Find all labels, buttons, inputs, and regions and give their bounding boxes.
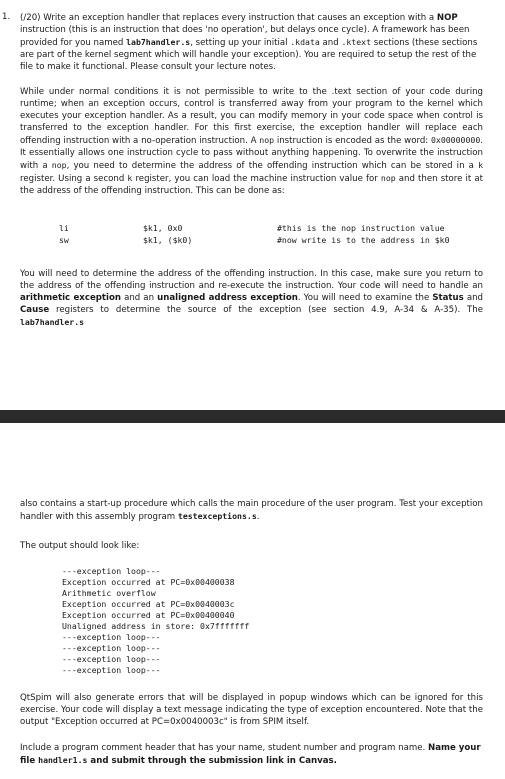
question-intro: (/20) Write an exception handler that replaces every instruction that causes an exception with a NOP instruction (this is an instruction that does 'no operation', but delays once cycle). A framework has been provided for you named lab7handler.s, setting up your initial .kdata and .ktext sections (these sections are part of the kernel segment which will handle your exception). You are required to setup the rest of the file to make it functional. Please consult your lecture notes. bbox=[20, 13, 478, 72]
kdata-section: .kdata bbox=[290, 37, 320, 47]
output-line: ---exception loop--- bbox=[62, 654, 161, 664]
ktext-section: .ktext bbox=[341, 37, 372, 47]
handler-file: lab7handler.s bbox=[20, 317, 85, 327]
output-line: ---exception loop--- bbox=[62, 632, 161, 642]
code-snippet bbox=[59, 222, 459, 246]
paragraph-nop-explanation: While under normal conditions it is not permissible to write to the .text section of your code during runtime; when an exception occurs, control is transferred away from your program to the kernel which executes your exception handler. As a result, you can modify memory in your code space when control is transferred to the exception handler. For this first exercise, the exception handler will replace each offending instruction with a no-operation instruction. A nop instruction is encoded as the word: 0x00000000. It essentially allows one instruction cycle to pass without anything happening. To overwrite the instruction with a nop, you need to determine the address of the offending instruction which can be stored in a k register. Using a second k register, you can load the machine instruction value for nop and then store it at the address of the offending instruction. This can be done as: bbox=[20, 87, 483, 196]
output-line: Arithmetic overflow bbox=[62, 588, 156, 598]
output-heading: The output should look like: bbox=[20, 541, 140, 551]
output-line: ---exception loop--- bbox=[62, 665, 161, 675]
question-number: 1. bbox=[2, 12, 11, 22]
output-line: Exception occurred at PC=0x0040003c bbox=[62, 599, 235, 609]
nop-bold: NOP bbox=[436, 13, 458, 23]
paragraph-requirements: You will need to determine the address of the offending instruction. In this case, make sure you return to the address of the offending instruction and re-execute the instruction. Your code will need to handle an arithmetic exception and an unaligned address exception. You will need to examine the Status and Cause registers to determine the source of the exception (see section 4.9, A-34 & A-35). The lab7handler.s bbox=[20, 269, 484, 327]
output-line: ---exception loop--- bbox=[62, 643, 161, 653]
output-line: Exception occurred at PC=0x00400040 bbox=[62, 610, 235, 620]
framework-file: lab7handler.s bbox=[126, 37, 191, 47]
nop-word: 0x00000000 bbox=[430, 135, 481, 145]
output-line: Unaligned address in store: 0x7fffffff bbox=[62, 621, 250, 631]
expected-output bbox=[62, 566, 249, 676]
paragraph-submission: Include a program comment header that has your name, student number and program name. Name your file handler1.s and submit through the submission link in Canvas. bbox=[20, 743, 481, 766]
code-line: sw $k1, ($k0) #now write is to the address in $k0 bbox=[59, 235, 450, 245]
paragraph-qtspim-note: QtSpim will also generate errors that will be displayed in popup windows which can be ignored for this exercise. Your code will display a text message indicating the type of exception encountered. Note that the output "Exception occurred at PC=0x0040003c" is from SPIM itself. bbox=[20, 693, 483, 727]
output-line: ---exception loop--- bbox=[62, 566, 161, 576]
paragraph-startup: also contains a start-up procedure which calls the main procedure of the user program. Test your exception handler with this assembly program testexceptions.s. bbox=[20, 499, 483, 522]
output-line: Exception occurred at PC=0x00400038 bbox=[62, 577, 235, 587]
points: (/20) bbox=[20, 13, 41, 23]
code-line: li $k1, 0x0 #this is the nop instruction value bbox=[59, 223, 445, 233]
page-break-bar bbox=[0, 410, 505, 423]
submission-file: handler1.s bbox=[38, 755, 88, 765]
test-file: testexceptions.s bbox=[177, 511, 257, 521]
